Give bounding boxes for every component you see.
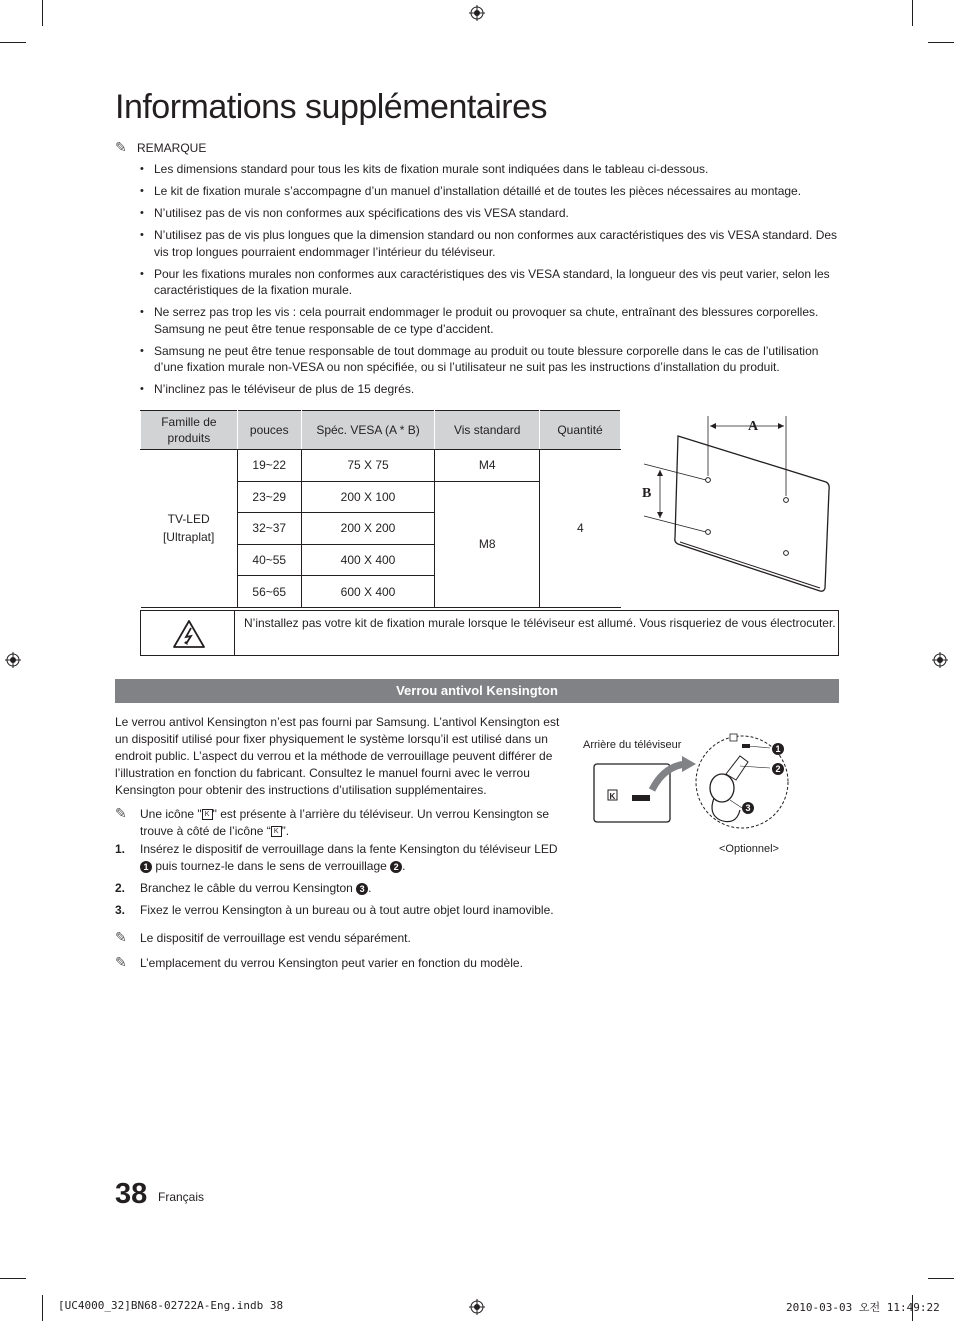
registration-mark-icon (469, 5, 485, 21)
marker-2-icon: 2 (772, 763, 784, 775)
icon-note-part: " est présente à l’arrière du téléviseur. Un verrou Kensington se trouve à côté de l’icône “ (140, 807, 550, 838)
inches-cell: 32~37 (237, 513, 301, 545)
vesa-spec-table (140, 410, 621, 608)
list-item: • Le kit de fixation murale s’accompagne d’un manuel d’installation détaillé et de toutes les pièces nécessaires au montage. (140, 183, 840, 200)
step-number: 3. (115, 903, 126, 917)
tv-back-illustration (638, 412, 838, 594)
inches-cell: 19~22 (237, 450, 301, 482)
optional-label: <Optionnel> (719, 843, 779, 855)
list-item: • Ne serrez pas trop les vis : cela pourrait endommager le produit ou provoquer sa chute, entraînant des blessures corporelles. Samsung ne peut être tenue responsable de ce type d’accident. (140, 304, 840, 337)
list-item (115, 902, 565, 919)
screw-cell: M4 (435, 450, 540, 482)
list-item (115, 880, 565, 897)
icon-note-part: ”. (281, 824, 290, 838)
note-text: Le dispositif de verrouillage est vendu séparément. (140, 931, 411, 945)
step-text: Fixez le verrou Kensington à un bureau ou à tout autre objet lourd inamovible. (140, 903, 554, 917)
vesa-cell: 200 X 100 (301, 481, 435, 513)
registration-mark-icon (5, 652, 21, 668)
kensington-k-icon (271, 826, 282, 837)
inches-cell: 56~65 (237, 576, 301, 608)
family-line: [Ultraplat] (162, 530, 215, 545)
marker-1-icon: 1 (772, 743, 784, 755)
k-letter: K (204, 811, 210, 819)
note-heading (115, 139, 206, 156)
k-letter: K (273, 828, 279, 836)
page-number: 38 (115, 1178, 148, 1210)
kensington-k-icon (202, 809, 213, 820)
table-header: Quantité (540, 411, 621, 450)
inches-cell: 40~55 (237, 544, 301, 576)
list-item (115, 841, 565, 875)
warning-box (140, 610, 839, 656)
footer-file-info: [UC4000_32]BN68-02722A-Eng.indb 38 (58, 1299, 284, 1312)
vesa-cell: 600 X 400 (301, 576, 435, 608)
inches-cell: 23~29 (237, 481, 301, 513)
warning-text: N’installez pas votre kit de fixation murale lorsque le téléviseur est allumé. Vous risqueriez de vous électrocuter. (244, 616, 836, 630)
dimension-label-b: B (642, 486, 652, 501)
step-number: 1. (115, 842, 126, 856)
page-language: Français (158, 1190, 205, 1204)
list-item: • N’inclinez pas le téléviseur de plus de 15 degrés. (140, 381, 840, 398)
rear-tv-label: Arrière du téléviseur (583, 739, 682, 751)
quantity-cell: 4 (540, 450, 621, 608)
vesa-cell: 400 X 400 (301, 544, 435, 576)
step-text: puis tournez-le dans le sens de verrouillage (152, 859, 391, 873)
table-header: pouces (237, 411, 301, 450)
step-text: Insérez le dispositif de verrouillage dans la fente Kensington du téléviseur LED (140, 842, 558, 856)
family-line: TV-LED (167, 512, 210, 527)
note-text: L’emplacement du verrou Kensington peut varier en fonction du modèle. (140, 956, 523, 970)
note-heading-label: REMARQUE (137, 141, 207, 155)
dimension-label-a: A (748, 419, 759, 434)
crop-mark (928, 1278, 954, 1279)
pencil-icon: ✎ (115, 805, 127, 821)
crop-mark (0, 1278, 26, 1279)
steps-list (115, 841, 565, 924)
pencil-icon: ✎ (115, 954, 127, 970)
pencil-icon: ✎ (115, 929, 127, 945)
marker-1-icon: 1 (140, 861, 152, 873)
list-item: • Samsung ne peut être tenue responsable de tout dommage au produit ou toute blessure corporelle dans le cas de l’utilisation d’une fixation murale non-VESA ou non spécifiée, ou si l’utilisateur ne suit pas les instructions d’installation du produit. (140, 343, 840, 376)
step-number: 2. (115, 881, 126, 895)
registration-mark-icon (469, 1299, 485, 1315)
marker-3-icon: 3 (356, 883, 368, 895)
page-title: Informations supplémentaires (115, 88, 548, 126)
marker-2-icon: 2 (390, 861, 402, 873)
warning-divider (234, 611, 235, 655)
kensington-lock-illustration (590, 722, 810, 842)
table-header-row (141, 411, 621, 450)
crop-mark (928, 42, 954, 43)
k-letter: K (609, 792, 616, 801)
warning-lightning-icon (172, 619, 206, 649)
list-item: • Pour les fixations murales non conformes aux caractéristiques des vis VESA standard, la longueur des vis peut varier, selon les caractéristiques de la fixation murale. (140, 266, 840, 299)
crop-mark (0, 42, 26, 43)
list-item: • N’utilisez pas de vis plus longues que la dimension standard ou non conformes aux caractéristiques des vis VESA standard. Des vis trop longues pourraient endommager l’intérieur du téléviseur. (140, 227, 840, 260)
note-line (115, 955, 565, 972)
table-row (141, 450, 621, 482)
step-text: . (402, 859, 406, 873)
note-line (115, 930, 565, 947)
icon-note (115, 806, 565, 840)
table-header: Vis standard (435, 411, 540, 450)
family-cell (141, 450, 238, 608)
section-title: Verrou antivol Kensington (115, 679, 839, 703)
icon-note-part: Une icône " (140, 807, 202, 821)
list-item: • N’utilisez pas de vis non conformes aux spécifications des vis VESA standard. (140, 205, 840, 222)
crop-mark (912, 0, 913, 26)
marker-3-icon: 3 (742, 802, 754, 814)
pencil-icon: ✎ (115, 139, 127, 155)
vesa-cell: 75 X 75 (301, 450, 435, 482)
vesa-cell: 200 X 200 (301, 513, 435, 545)
step-text: . (368, 881, 372, 895)
icon-note-text (115, 806, 565, 840)
screw-cell: M8 (435, 481, 540, 607)
intro-paragraph: Le verrou antivol Kensington n’est pas fourni par Samsung. L’antivol Kensington est un dispositif utilisé pour fixer physiquement le système lorsqu’il est utilisé dans un endroit public. L’aspect du verrou et la méthode de verrouillage peuvent différer de l’illustration en fonction du fabricant. Consultez le manuel fourni avec le verrou Kensington pour obtenir des instructions d’utilisation supplémentaires. (115, 715, 560, 797)
list-item: • Les dimensions standard pour tous les kits de fixation murale sont indiquées dans le tableau ci-dessous. (140, 161, 840, 178)
footer-timestamp: 2010-03-03 오전 11:49:22 (786, 1301, 940, 1314)
table-header: Spéc. VESA (A * B) (301, 411, 435, 450)
note-bullet-list (140, 161, 840, 403)
crop-mark (42, 0, 43, 26)
table-header: Famille de produits (141, 411, 238, 450)
step-text: Branchez le câble du verrou Kensington (140, 881, 357, 895)
registration-mark-icon (932, 652, 948, 668)
crop-mark (42, 1295, 43, 1321)
